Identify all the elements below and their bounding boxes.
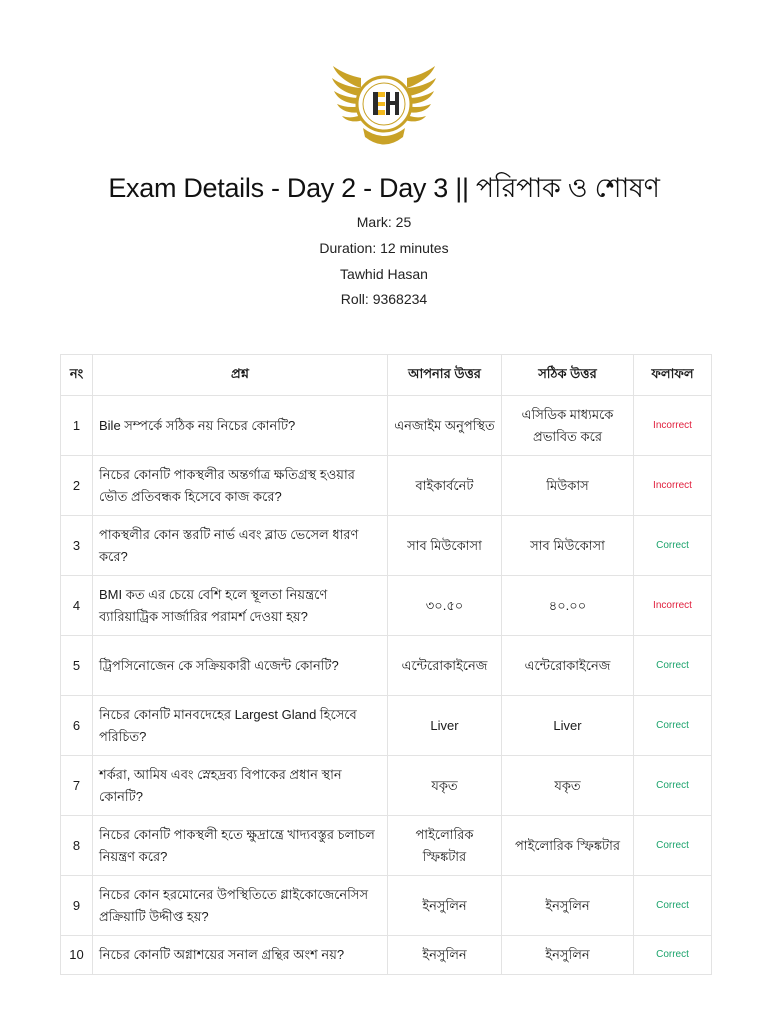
row-number: 8 xyxy=(61,816,93,876)
table-row xyxy=(61,576,712,636)
question-text: ট্রিপসিনোজেন কে সক্রিয়কারী এজেন্ট কোনটি? xyxy=(93,636,388,696)
question-text: নিচের কোনটি মানবদেহের Largest Gland হিসেবে পরিচিত? xyxy=(93,696,388,756)
results-table xyxy=(60,354,712,975)
result-badge: Incorrect xyxy=(634,456,712,516)
question-text: নিচের কোন হরমোনের উপস্থিতিতে গ্লাইকোজেনেসিস প্রক্রিয়াটি উদ্দীপ্ত হয়? xyxy=(93,876,388,936)
student-name: Tawhid Hasan xyxy=(340,266,428,282)
your-answer: Liver xyxy=(388,696,502,756)
header-your-answer: আপনার উত্তর xyxy=(388,355,502,396)
row-number: 1 xyxy=(61,396,93,456)
table-row xyxy=(61,516,712,576)
row-number: 3 xyxy=(61,516,93,576)
page-title: Exam Details - Day 2 - Day 3 || পরিপাক ও শোষণ xyxy=(108,173,660,203)
question-text: Bile সম্পর্কে সঠিক নয় নিচের কোনটি? xyxy=(93,396,388,456)
correct-answer: মিউকাস xyxy=(502,456,634,516)
question-text: শর্করা, আমিষ এবং স্নেহদ্রব্য বিপাকের প্রধান স্থান কোনটি? xyxy=(93,756,388,816)
your-answer: যকৃত xyxy=(388,756,502,816)
row-number: 2 xyxy=(61,456,93,516)
question-text: পাকস্থলীর কোন স্তরটি নার্ভ এবং ব্লাড ভেসেল ধারণ করে? xyxy=(93,516,388,576)
question-text: নিচের কোনটি পাকস্থলীর অন্তর্গাত্র ক্ষতিগ্রস্থ হওয়ার ভৌত প্রতিবন্ধক হিসেবে কাজ করে? xyxy=(93,456,388,516)
your-answer: সাব মিউকোসা xyxy=(388,516,502,576)
correct-answer: যকৃত xyxy=(502,756,634,816)
your-answer: এন্টেরোকাইনেজ xyxy=(388,636,502,696)
your-answer: ৩০.৫০ xyxy=(388,576,502,636)
correct-answer: ইনসুলিন xyxy=(502,936,634,975)
correct-answer: এসিডিক মাধ্যমকে প্রভাবিত করে xyxy=(502,396,634,456)
table-row xyxy=(61,396,712,456)
correct-answer: ৪০.০০ xyxy=(502,576,634,636)
row-number: 10 xyxy=(61,936,93,975)
table-header-row xyxy=(61,355,712,396)
correct-answer: ইনসুলিন xyxy=(502,876,634,936)
result-badge: Incorrect xyxy=(634,576,712,636)
table-row xyxy=(61,816,712,876)
result-badge: Incorrect xyxy=(634,396,712,456)
result-badge: Correct xyxy=(634,756,712,816)
your-answer: বাইকার্বনেট xyxy=(388,456,502,516)
row-number: 7 xyxy=(61,756,93,816)
correct-answer: Liver xyxy=(502,696,634,756)
result-badge: Correct xyxy=(634,816,712,876)
table-row xyxy=(61,876,712,936)
row-number: 4 xyxy=(61,576,93,636)
table-row xyxy=(61,756,712,816)
correct-answer: এন্টেরোকাইনেজ xyxy=(502,636,634,696)
row-number: 9 xyxy=(61,876,93,936)
result-badge: Correct xyxy=(634,636,712,696)
bhh-logo xyxy=(331,58,437,158)
exam-mark: Mark: 25 xyxy=(356,214,412,230)
header-result: ফলাফল xyxy=(634,355,712,396)
student-roll: Roll: 9368234 xyxy=(340,291,428,307)
header-question: প্রশ্ন xyxy=(93,355,388,396)
question-text: BMI কত এর চেয়ে বেশি হলে স্থূলতা নিয়ন্ত্রণে ব্যারিয়াট্রিক সার্জারির পরামর্শ দেওয়া হয়? xyxy=(93,576,388,636)
your-answer: এনজাইম অনুপস্থিত xyxy=(388,396,502,456)
exam-duration: Duration: 12 minutes xyxy=(319,240,449,256)
table-row xyxy=(61,936,712,975)
question-text: নিচের কোনটি অগ্নাশয়ের সনাল গ্রন্থির অংশ নয়? xyxy=(93,936,388,975)
header-correct-answer: সঠিক উত্তর xyxy=(502,355,634,396)
table-row xyxy=(61,636,712,696)
result-badge: Correct xyxy=(634,516,712,576)
your-answer: ইনসুলিন xyxy=(388,876,502,936)
your-answer: ইনসুলিন xyxy=(388,936,502,975)
your-answer: পাইলোরিক স্ফিঙ্কটার xyxy=(388,816,502,876)
correct-answer: সাব মিউকোসা xyxy=(502,516,634,576)
header-number: নং xyxy=(61,355,93,396)
result-badge: Correct xyxy=(634,696,712,756)
row-number: 6 xyxy=(61,696,93,756)
question-text: নিচের কোনটি পাকস্থলী হতে ক্ষুদ্রান্ত্রে খাদ্যবস্তুর চলাচল নিয়ন্ত্রণ করে? xyxy=(93,816,388,876)
correct-answer: পাইলোরিক স্ফিঙ্কটার xyxy=(502,816,634,876)
result-badge: Correct xyxy=(634,876,712,936)
result-badge: Correct xyxy=(634,936,712,975)
row-number: 5 xyxy=(61,636,93,696)
table-row xyxy=(61,696,712,756)
table-row xyxy=(61,456,712,516)
